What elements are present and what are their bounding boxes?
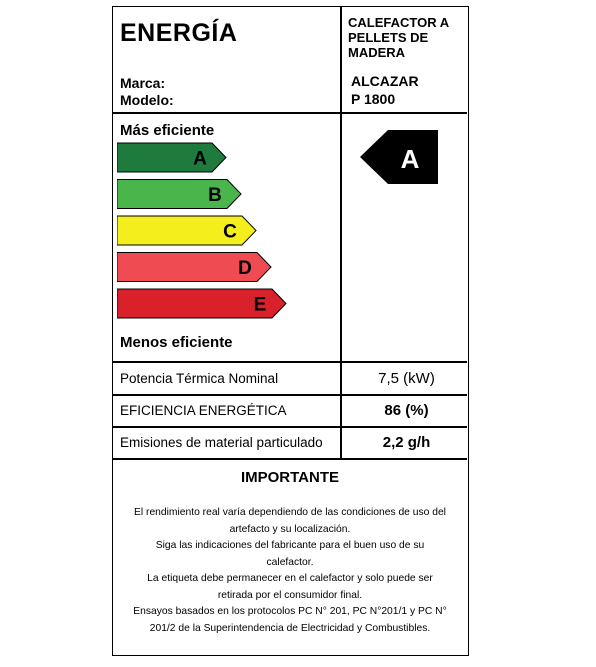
efficiency-class-e-letter: E <box>253 294 267 316</box>
note-line: artefacto y su localización. <box>229 523 351 535</box>
divider-row-1 <box>113 394 467 396</box>
more-efficient-label: Más eficiente <box>120 122 215 139</box>
divider-row-3 <box>113 458 467 460</box>
efficiency-class-d-letter: D <box>238 258 252 279</box>
note-line: Ensayos basados en los protocolos PC N° 201, PC N°201/1 y PC N° <box>133 606 447 617</box>
efficiency-class-a-letter: A <box>193 148 207 170</box>
note-line: retirada por el consumidor final. <box>217 589 363 601</box>
important-title: IMPORTANTE <box>240 469 340 486</box>
model-label: Modelo: <box>120 92 174 108</box>
note-line: 201/2 de la Superintendencia de Electricidad y Combustibles. <box>149 622 431 634</box>
rating-letter: A <box>400 144 420 174</box>
rating-pointer-shape <box>360 130 438 184</box>
model-value: P 1800 <box>351 91 396 107</box>
important-notes <box>117 505 463 637</box>
brand-label: Marca: <box>120 75 166 91</box>
note-line: El rendimiento real varía dependiendo de las condiciones de uso del <box>134 507 446 518</box>
column-divider-specs <box>340 361 342 458</box>
spec-label-power: Potencia Térmica Nominal <box>120 371 279 386</box>
rating-pointer <box>360 130 440 184</box>
brand-value: ALCAZAR <box>351 73 419 89</box>
spec-label-emissions: Emisiones de material particulado <box>120 435 323 450</box>
column-divider-top <box>340 7 342 361</box>
efficiency-class-c-letter: C <box>223 221 237 243</box>
note-line: La etiqueta debe permanecer en el calefactor y solo puede ser <box>147 573 433 584</box>
note-line: calefactor. <box>266 556 314 568</box>
spec-label-efficiency: EFICIENCIA ENERGÉTICA <box>120 403 287 418</box>
divider-row-2 <box>113 426 467 428</box>
spec-value-efficiency: 86 (%) <box>384 402 429 419</box>
efficiency-class-a-bar <box>117 143 226 172</box>
divider-scale <box>113 361 467 363</box>
note-line: Siga las indicaciones del fabricante para el buen uso de su <box>155 540 425 551</box>
spec-value-emissions: 2,2 g/h <box>382 434 431 451</box>
energy-label <box>112 6 469 656</box>
product-type: CALEFACTOR A PELLETS DE MADERA <box>348 15 449 60</box>
label-title: ENERGÍA <box>120 19 238 47</box>
efficiency-class-b-bar <box>117 180 241 209</box>
less-efficient-label: Menos eficiente <box>120 334 233 351</box>
divider-header <box>113 112 467 114</box>
efficiency-scale <box>117 141 317 331</box>
efficiency-class-b-letter: B <box>208 185 222 206</box>
spec-value-power: 7,5 (kW) <box>378 370 435 387</box>
